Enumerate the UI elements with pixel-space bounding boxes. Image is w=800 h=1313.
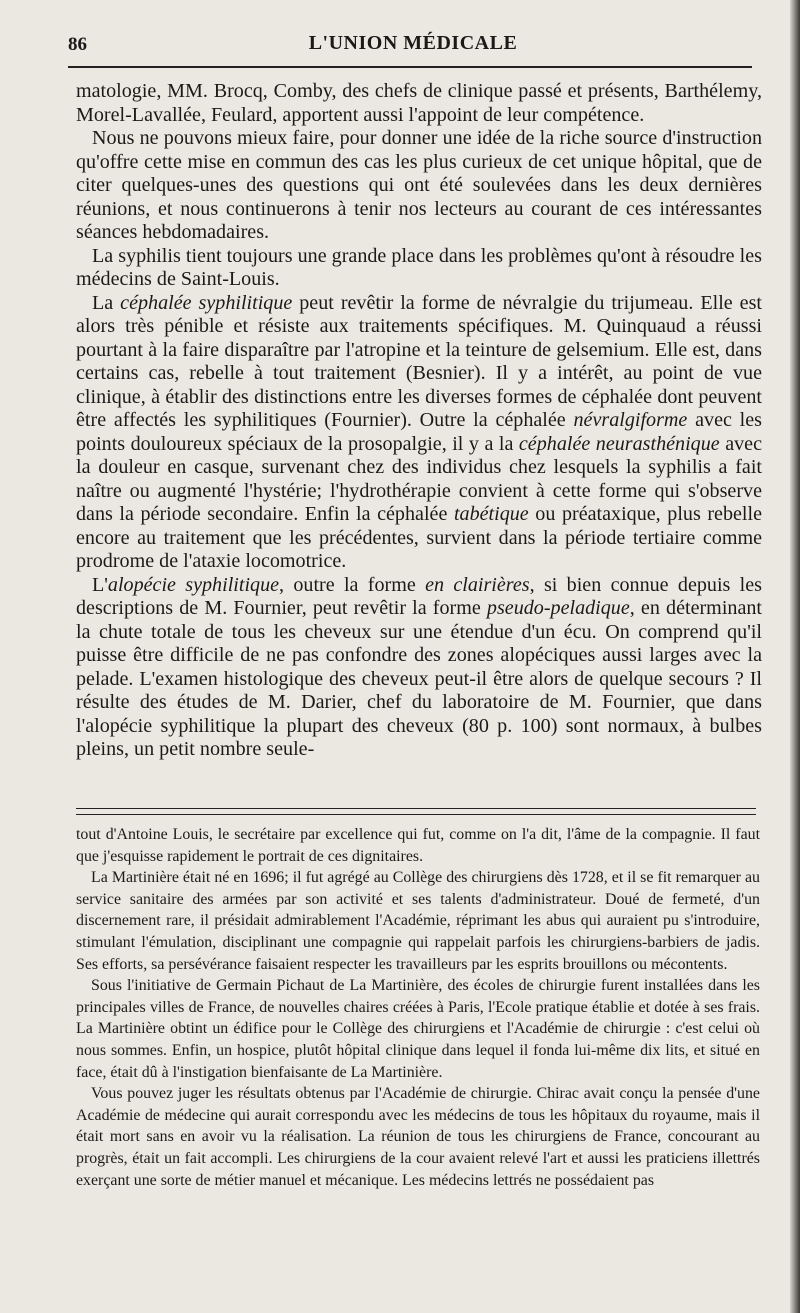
text-span: peut revêtir la forme de névralgie du trijumeau. Elle est alors très pénible et résiste aux traitements spécifiques. M. Quinquaud a réussi pourtant à la faire disparaître par l'atropine et la teinture de gelsemium. Elle est, dans certains cas, rebelle à tout traitement (Besnier). Il y a intérêt, au point de vue clinique, à établir des distinctions entre les diverses formes de céphalée dont peuvent être affectés les syphilitiques (Fournier). Outre la céphalée — [76, 291, 762, 431]
text-span: L' — [92, 573, 108, 596]
footnote-paragraph-2: La Martinière était né en 1696; il fut agrégé au Collège des chirurgiens dès 1728, et il se fit remarquer au service sanitaire des armées par son activité et ses talents d'administrateur. Doué de fermeté, d'un discernement rare, il présidait admirablement l'Académie, réprimant les abus qui auraient pu s'introduire, stimulant l'émulation, disciplinant une compagnie qui rappelait parfois les chirurgiens-barbiers de jadis. Ses efforts, sa persévérance faisaient respecter les travailleurs par les esprits brouillons ou mécontents. — [76, 869, 760, 973]
italic-term: céphalée syphilitique — [120, 291, 293, 314]
paragraph-3: La syphilis tient toujours une grande place dans les problèmes qu'ont à résoudre les médecins de Saint-Louis. — [76, 244, 762, 290]
italic-term: en clairières — [425, 573, 530, 596]
italic-term: alopécie syphilitique — [107, 573, 280, 596]
footnote-paragraph-1: tout d'Antoine Louis, le secrétaire par excellence qui fut, comme on l'a dit, l'âme de la compagnie. Il faut que j'esquisse rapidement le portrait de ces dignitaires. — [76, 826, 760, 865]
text-span: ou préataxique, plus rebelle encore au traitement que les précédentes, survient dans la période tertiaire comme prodrome de l'ataxie locomotrice. — [76, 503, 762, 572]
text-span: La — [92, 291, 121, 314]
main-text — [76, 80, 762, 762]
page-number: 86 — [68, 34, 87, 55]
italic-term: pseudo-peladique — [486, 597, 630, 619]
text-span: avec la douleur en casque, survenant chez des individus chez lesquels la syphilis a fait naître ou augmenté l'hystérie; l'hydrothérapie convient à cette forme qui s'observe dans la période secondaire. Enfin la céphalée — [76, 432, 762, 525]
paragraph-alopecie — [76, 574, 762, 762]
paragraph-2: Nous ne pouvons mieux faire, pour donner une idée de la riche source d'instruction qu'offre cette mise en commun des cas les plus curieux de cet unique hôpital, que de citer quelques-unes des questions qui ont été soulevées dans les deux dernières réunions, et nous continuerons à tenir nos lecteurs au courant de ces intéressantes séances hebdomadaires. — [76, 127, 762, 243]
text-span: , en déterminant la chute totale de tous les cheveux sur une étendue d'un écu. On comprend qu'il puisse être difficile de ne pas confondre des zones alopéciques aussi larges avec la pelade. L'examen histologique des cheveux peut-il être alors de quelque secours ? Il résulte des études de M. Darier, chef du laboratoire de M. Fournier, que dans l'alopécie syphilitique la plupart des cheveux (80 p. 100) sont normaux, à bulbes pleins, un petit nombre seule- — [76, 597, 762, 760]
footnote-text — [76, 824, 760, 1191]
text-span: , si bien connue depuis les descriptions de M. Fournier, peut revêtir la forme — [76, 573, 762, 619]
running-title: L'UNION MÉDICALE — [308, 32, 518, 54]
footnote-separator — [76, 808, 756, 815]
text-span: , outre la forme — [279, 573, 426, 596]
header-rule — [68, 66, 752, 68]
page-edge-shadow — [790, 0, 800, 1313]
italic-term: tabétique — [453, 503, 529, 525]
paragraph-1: matologie, MM. Brocq, Comby, des chefs de clinique passé et présents, Barthélemy, Morel-Lavallée, Feulard, apportent aussi l'appoint de leur compétence. — [76, 80, 762, 126]
italic-term: céphalée neurasthénique — [518, 432, 720, 455]
text-span: avec les points douloureux spéciaux de la prosopalgie, il y a la — [76, 409, 762, 455]
page-header — [68, 32, 758, 58]
footnote-paragraph-4: Vous pouvez juger les résultats obtenus par l'Académie de chirurgie. Chirac avait conçu la pensée d'une Académie de médecine qui aurait correspondu avec les médecins de tous les hôpitaux du royaume, mais il était mort sans en avoir vu la réalisation. La réunion de tous les chirurgiens de France, concourant au progrès, était un fait accompli. Les chirurgiens de la cour avaient relevé l'art et aussi les praticiens illettrés exerçant une sorte de métier manuel et mécanique. Les médecins lettrés ne possédaient pas — [76, 1085, 760, 1189]
paragraph-cephalee — [76, 292, 762, 574]
italic-term: névralgiforme — [573, 409, 688, 431]
footnote-paragraph-3: Sous l'initiative de Germain Pichaut de La Martinière, des écoles de chirurgie furent installées dans les principales villes de France, de nouvelles chaires créées à Paris, l'Ecole pratique établie et dotée à ses frais. La Martinière obtint un édifice pour le Collège des chirurgiens et l'Académie de chirurgie : c'est celui où nous sommes. Enfin, un hospice, plutôt hôpital clinique dans lequel il fonda lui-même dix lits, et situé en face, était dû à l'instigation bienfaisante de La Martinière. — [76, 977, 760, 1081]
